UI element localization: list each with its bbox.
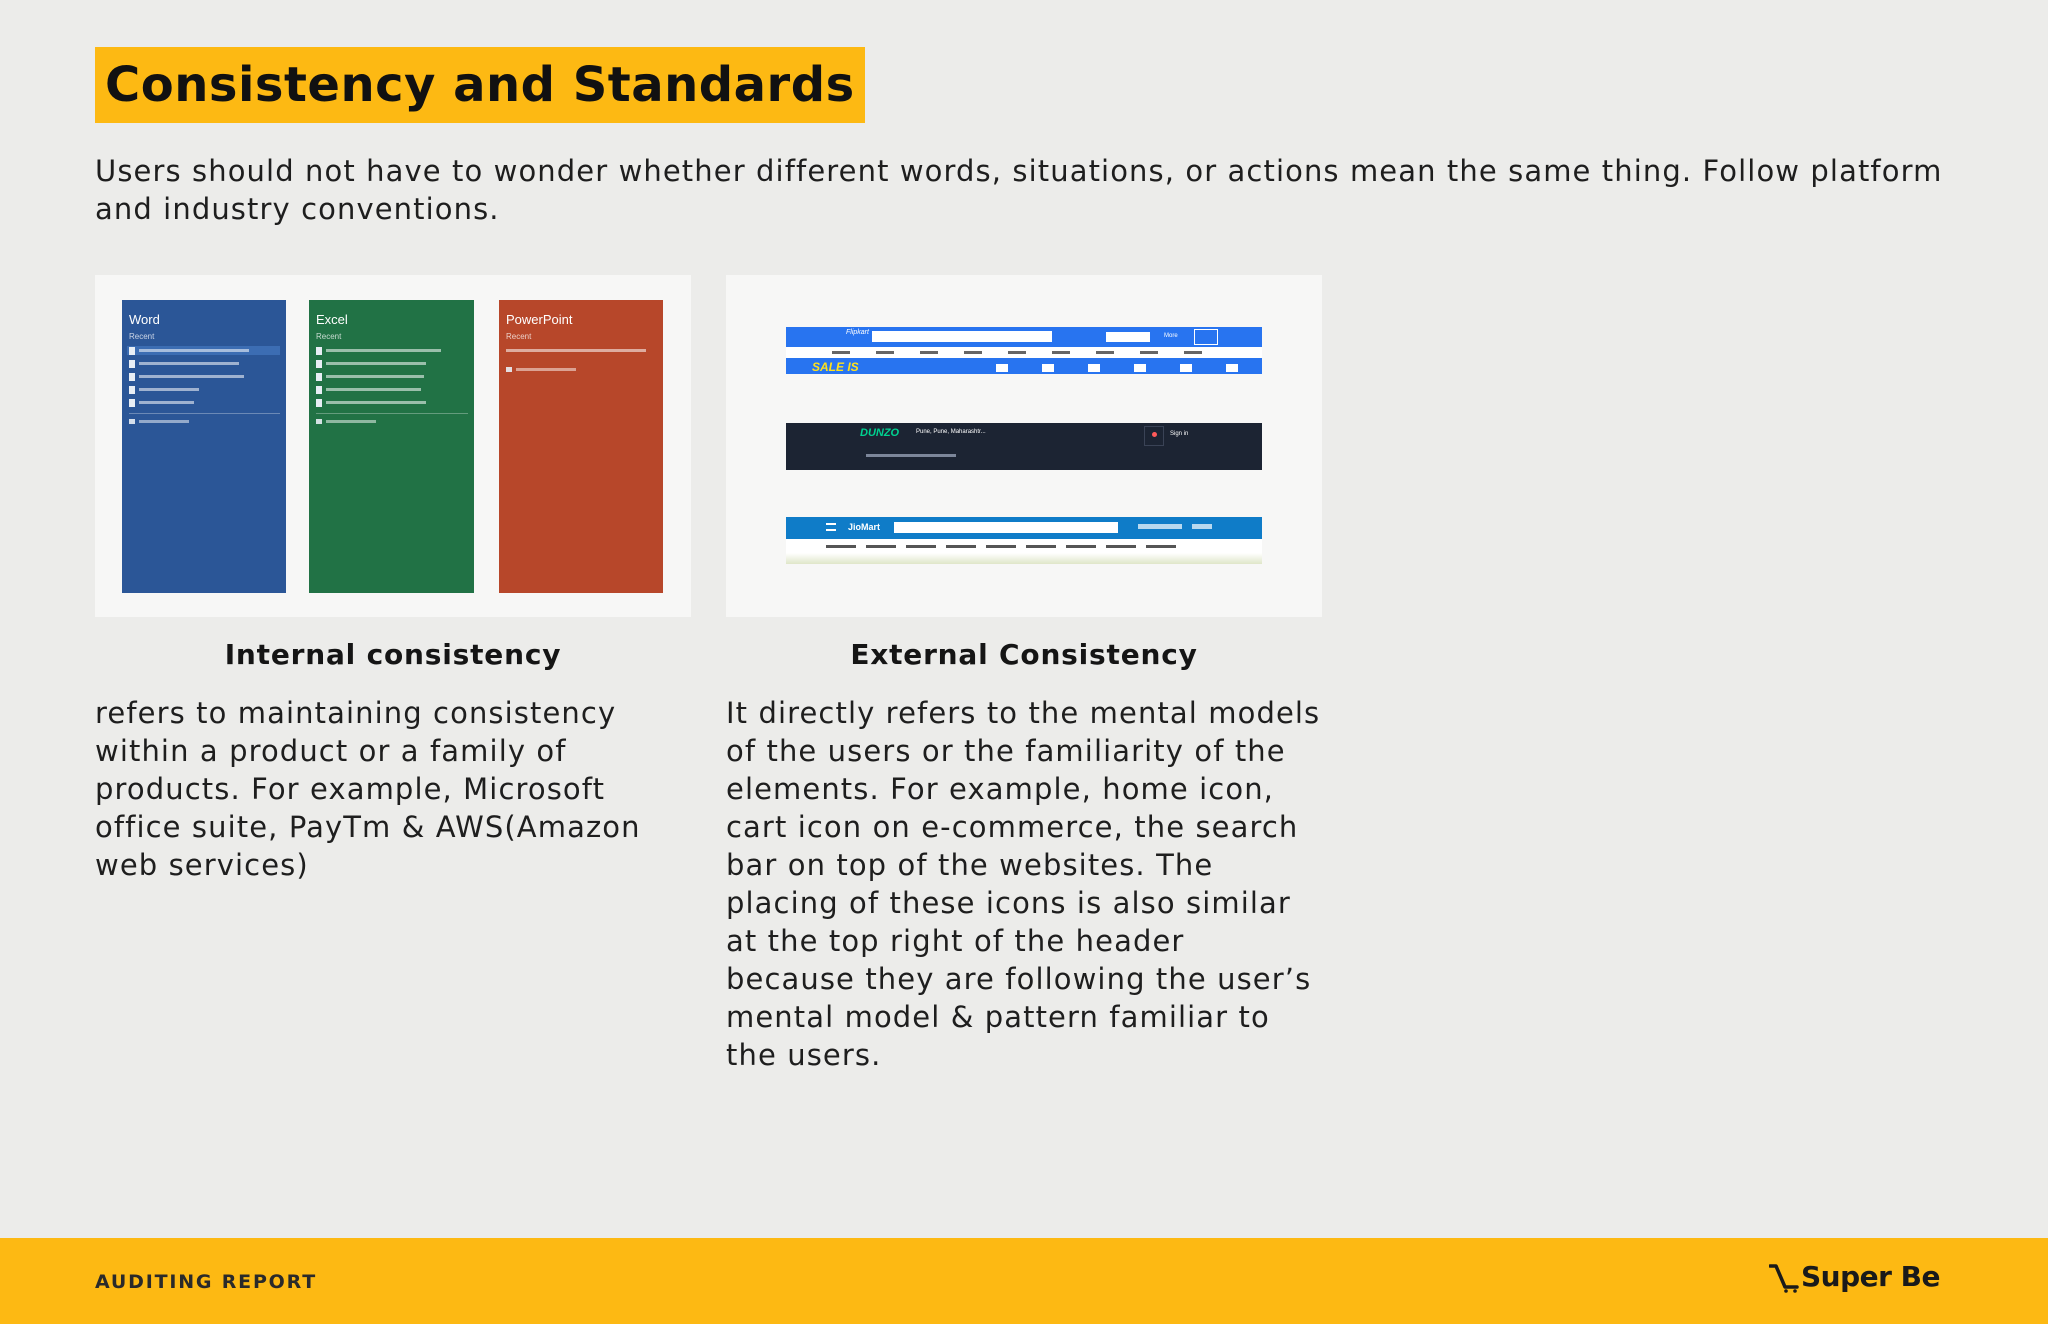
search-bar xyxy=(872,331,1052,342)
open-other-link xyxy=(506,367,657,372)
folder-icon xyxy=(316,419,322,424)
dunzo-header xyxy=(786,423,1262,470)
document-icon xyxy=(316,399,322,407)
open-other-link xyxy=(316,419,468,424)
folder-icon xyxy=(506,367,512,372)
powerpoint-recent-label: Recent xyxy=(506,332,532,341)
location-text: Pune, Pune, Maharashtr... xyxy=(916,429,986,435)
search-bar xyxy=(894,522,1118,533)
list-item xyxy=(129,359,280,368)
title-highlight xyxy=(95,47,865,123)
cart-logo-icon xyxy=(1769,1261,1799,1293)
internal-consistency-heading: Internal consistency xyxy=(224,638,562,671)
document-icon xyxy=(316,360,322,368)
brand-name: Super Be xyxy=(1800,1260,1940,1293)
jiomart-logo: JioMart xyxy=(848,522,881,532)
menu-icon xyxy=(826,523,836,531)
dunzo-logo: DUNZO xyxy=(860,427,900,439)
list-item xyxy=(316,385,468,394)
intro-text: Users should not have to wonder whether different words, situations, or actions mean the same thing. Follow platform and industry conventions. xyxy=(95,154,1943,226)
cart-icon xyxy=(1194,329,1218,345)
signin-link: Sign in xyxy=(1170,431,1189,437)
powerpoint-title: PowerPoint xyxy=(506,312,573,327)
external-consistency-image xyxy=(726,275,1322,617)
excel-recent-list xyxy=(316,346,468,424)
open-other-link xyxy=(129,419,280,424)
more-menu: More xyxy=(1164,333,1178,339)
list-item xyxy=(316,398,468,407)
flipkart-logo: Flipkart xyxy=(846,329,869,336)
list-item xyxy=(506,346,657,355)
document-icon xyxy=(129,386,135,394)
excel-title: Excel xyxy=(316,312,348,327)
folder-icon xyxy=(129,419,135,424)
signin-link xyxy=(1138,524,1182,529)
cart-icon xyxy=(1192,524,1212,529)
document-icon xyxy=(129,360,135,368)
footer-label: AUDITING REPORT xyxy=(95,1271,317,1293)
document-icon xyxy=(316,373,322,381)
list-item xyxy=(129,372,280,381)
page-title: Consistency and Standards xyxy=(105,57,855,113)
list-item xyxy=(316,372,468,381)
external-consistency-text: It directly refers to the mental models of the users or the familiarity of the elements. For example, home icon, cart icon on e-commerce, the search bar on top of the websites. The placing of these icons is also similar at the top right of the header because they are following the user’s mental model & pattern familiar to the users. xyxy=(726,696,1321,1072)
list-item xyxy=(129,398,280,407)
brand-logo xyxy=(1769,1260,1940,1293)
document-icon xyxy=(129,373,135,381)
internal-consistency-text: refers to maintaining consistency within a product or a family of products. For example, Microsoft office suite, PayTm & AWS(Amazon web services) xyxy=(95,696,641,882)
powerpoint-recent-list xyxy=(506,346,657,372)
document-icon xyxy=(129,399,135,407)
list-item xyxy=(316,359,468,368)
category-bar xyxy=(786,347,1262,358)
excel-recent-label: Recent xyxy=(316,332,342,341)
word-title: Word xyxy=(129,312,160,327)
cart-icon xyxy=(1144,426,1164,446)
document-icon xyxy=(316,347,322,355)
powerpoint-panel xyxy=(499,300,663,593)
category-bar xyxy=(786,539,1262,553)
jiomart-header xyxy=(786,517,1262,564)
breadcrumb xyxy=(866,454,956,457)
word-panel xyxy=(122,300,286,593)
footer-bar xyxy=(0,1238,2048,1324)
internal-consistency-image xyxy=(95,275,691,617)
list-item xyxy=(129,385,280,394)
list-item xyxy=(316,346,468,355)
document-icon xyxy=(316,386,322,394)
flipkart-header xyxy=(786,327,1262,374)
word-recent-label: Recent xyxy=(129,332,155,341)
sale-text: SALE IS xyxy=(812,360,859,374)
external-consistency-heading: External Consistency xyxy=(850,638,1198,671)
login-button xyxy=(1106,332,1150,342)
excel-panel xyxy=(309,300,474,593)
list-item xyxy=(127,346,280,355)
word-recent-list xyxy=(129,346,280,424)
document-icon xyxy=(129,347,135,355)
sale-banner xyxy=(786,358,1262,374)
